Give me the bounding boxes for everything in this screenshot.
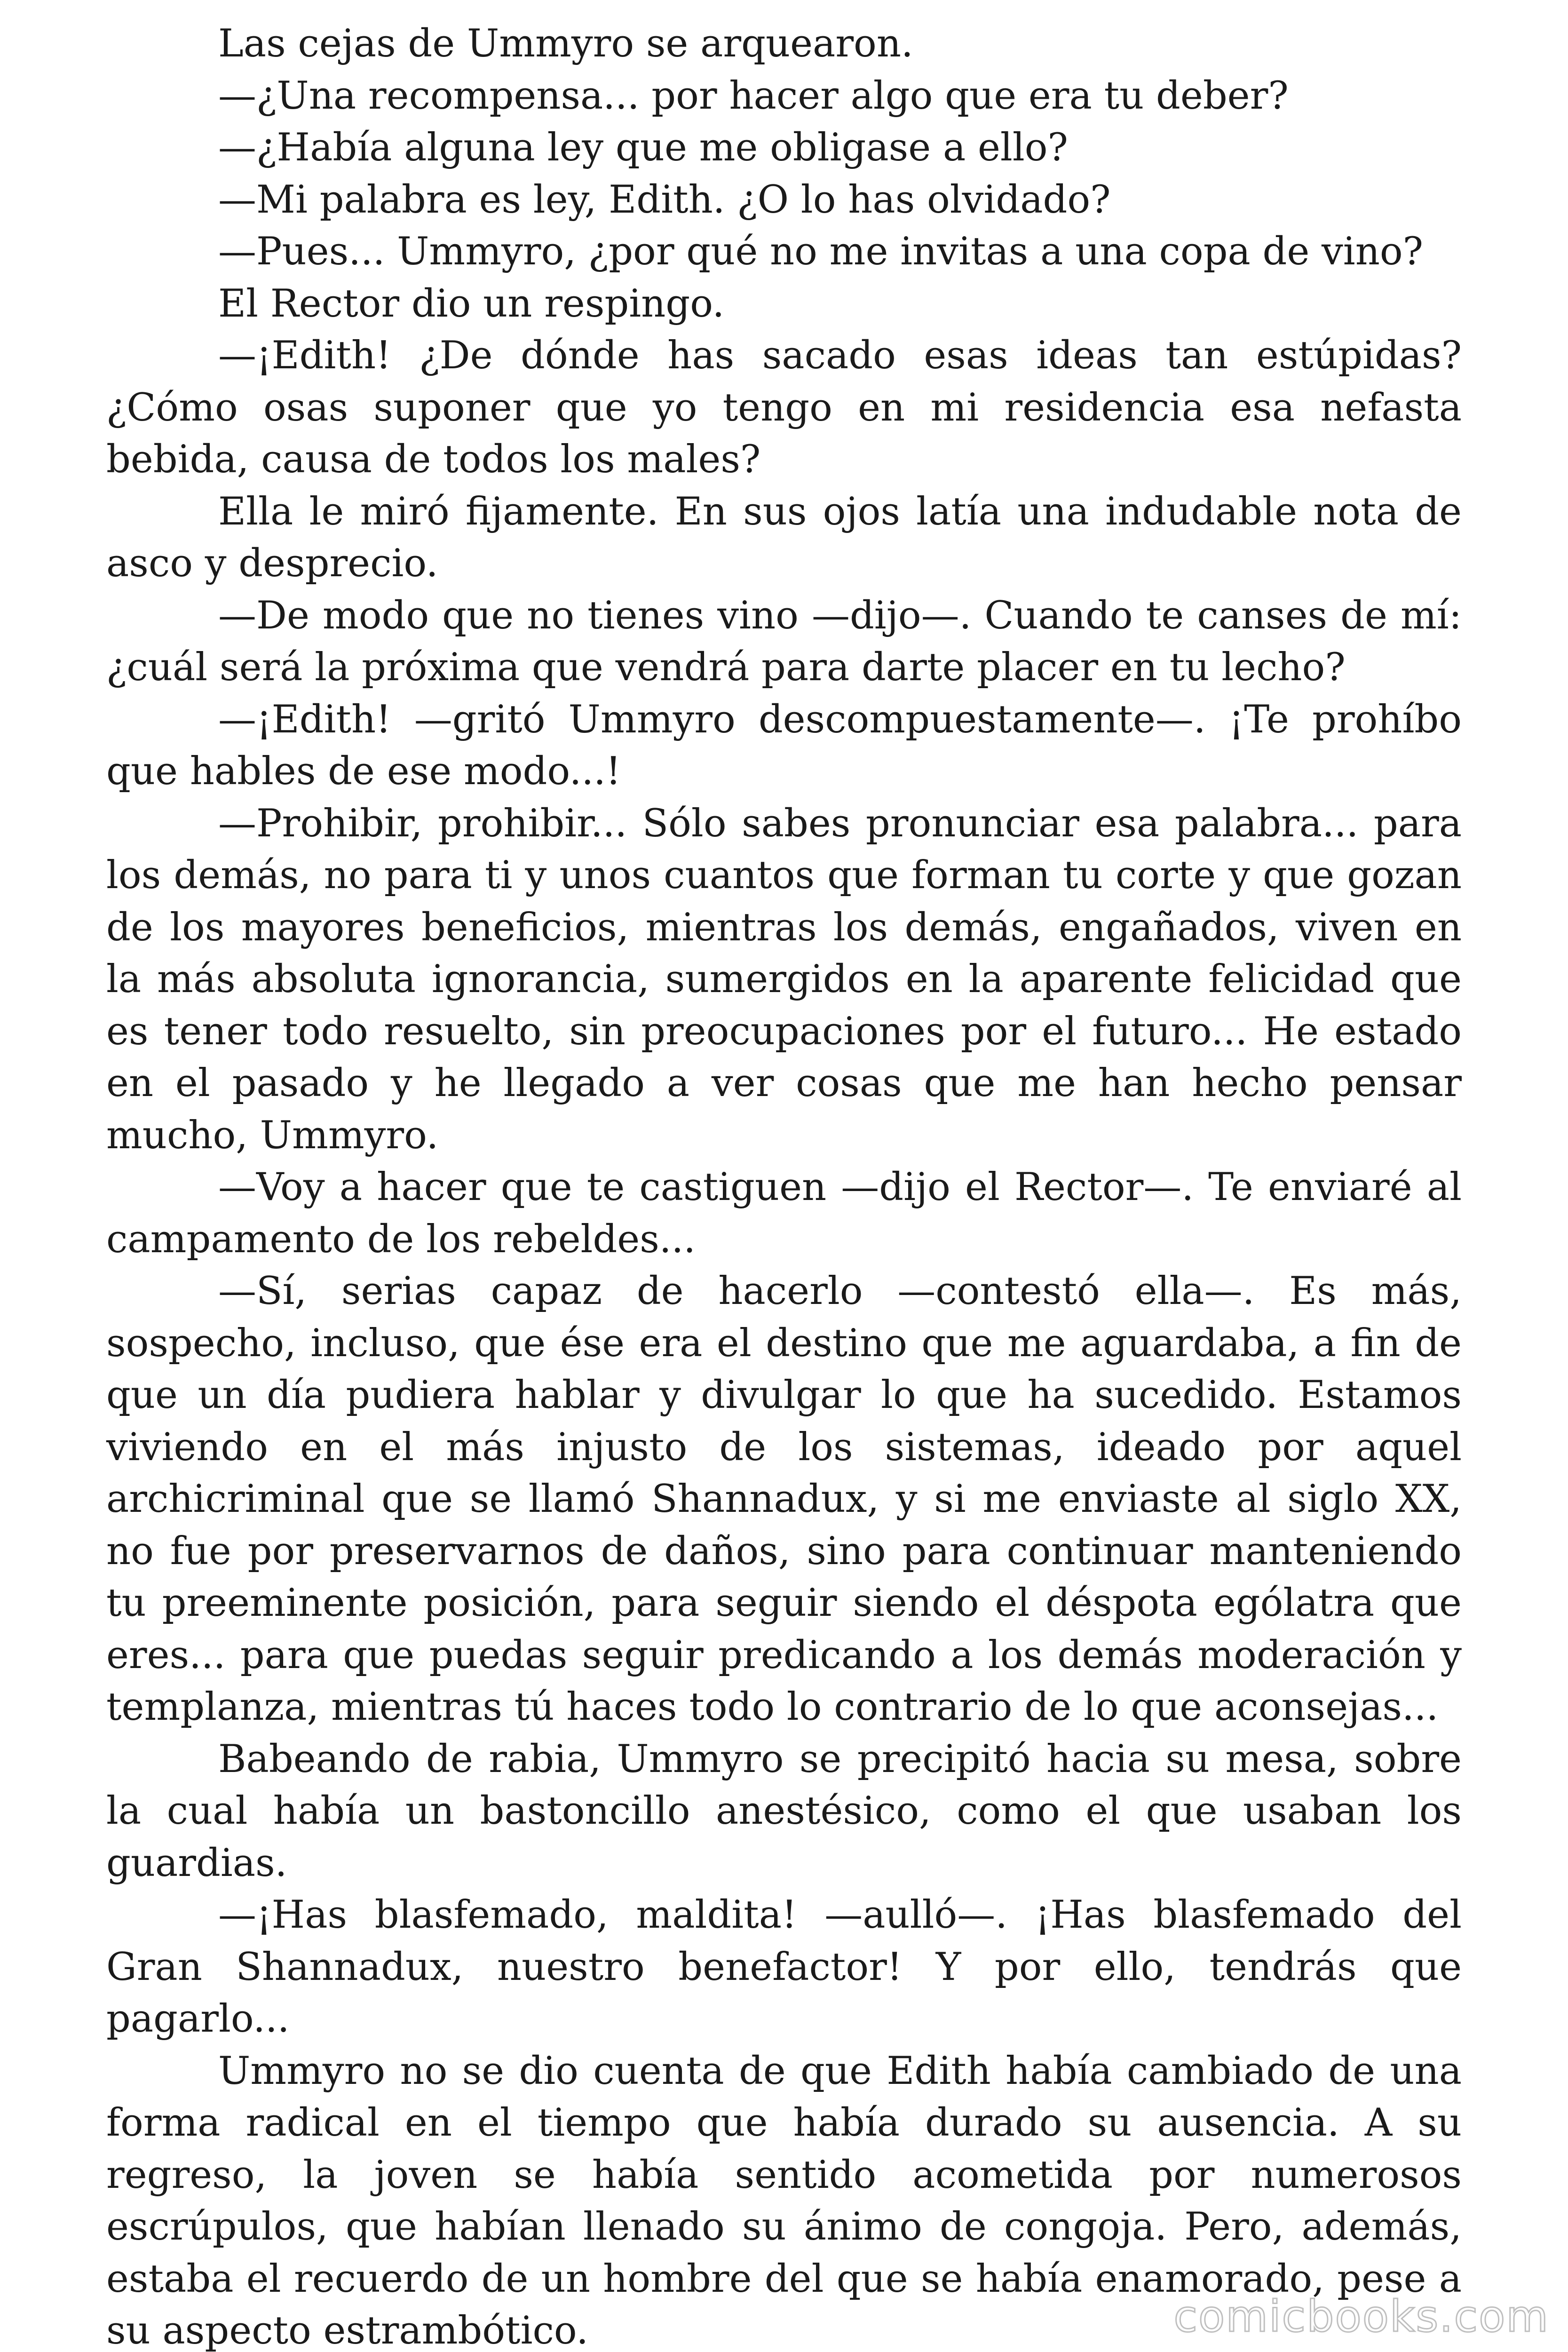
paragraph: —Prohibir, prohibir... Sólo sabes pronunciar esa palabra... para los demás, no para ti y unos cuantos que forman tu corte y que gozan de los mayores beneficios, mientras los demás, engañados, viven en la más absoluta ignorancia, sumergidos en la aparente felicidad que es tener todo resuelto, sin preocupaciones por el futuro... He estado en el pasado y he llegado a ver cosas que me han hecho pensar mucho, Ummyro. (106, 801, 1462, 1158)
paragraph: Las cejas de Ummyro se arquearon. (218, 22, 913, 66)
paragraph: —¡Has blasfemado, maldita! —aulló—. ¡Has blasfemado del Gran Shannadux, nuestro benefactor! Y por ello, tendrás que pagarlo... (106, 1893, 1462, 2041)
paragraph: —Pues... Ummyro, ¿por qué no me invitas a una copa de vino? (218, 230, 1424, 274)
paragraph: —¡Edith! ¿De dónde has sacado esas ideas tan estúpidas? ¿Cómo osas suponer que yo tengo en mi residencia esa nefasta bebida, causa de todos los males? (106, 334, 1462, 482)
paragraph: —Sí, serias capaz de hacerlo —contestó ella—. Es más, sospecho, incluso, que ése era el destino que me aguardaba, a fin de que un día pudiera hablar y divulgar lo que ha sucedido. Estamos viviendo en el más injusto de los sistemas, ideado por aquel archicriminal que se llamó Shannadux, y si me enviaste al siglo XX, no fue por preservarnos de daños, sino para continuar manteniendo tu preeminente posición, para seguir siendo el déspota ególatra que eres... para que puedas seguir predicando a los demás moderación y templanza, mientras tú haces todo lo contrario de lo que aconsejas... (106, 1269, 1462, 1729)
paragraph: Ummyro no se dio cuenta de que Edith había cambiado de una forma radical en el tiempo que había durado su ausencia. A su regreso, la joven se había sentido acometida por numerosos escrúpulos, que habían llenado su ánimo de congoja. Pero, además, estaba el recuerdo de un hombre del que se había enamorado, pese a su aspecto estrambótico. (106, 2049, 1462, 2352)
paragraph: —Mi palabra es ley, Edith. ¿O lo has olvidado? (218, 177, 1111, 222)
paragraph: —¿Una recompensa... por hacer algo que era tu deber? (218, 73, 1289, 118)
paragraph: Ella le miró fijamente. En sus ojos latía una indudable nota de asco y desprecio. (106, 489, 1462, 586)
body-text (106, 18, 1462, 2352)
paragraph: El Rector dio un respingo. (218, 281, 725, 326)
paragraph: —De modo que no tienes vino —dijo—. Cuando te canses de mí: ¿cuál será la próxima que vendrá para darte placer en tu lecho? (106, 593, 1462, 690)
paragraph: —Voy a hacer que te castiguen —dijo el Rector—. Te enviaré al campamento de los rebeldes... (106, 1165, 1462, 1262)
paragraph: —¡Edith! —gritó Ummyro descompuestamente—. ¡Te prohíbo que hables de ese modo...! (106, 697, 1462, 794)
paragraph: Babeando de rabia, Ummyro se precipitó hacia su mesa, sobre la cual había un bastoncillo anestésico, como el que usaban los guardias. (106, 1737, 1462, 1885)
paragraph: —¿Había alguna ley que me obligase a ello? (218, 126, 1068, 170)
watermark: comicbooks.com (1173, 2291, 1549, 2342)
